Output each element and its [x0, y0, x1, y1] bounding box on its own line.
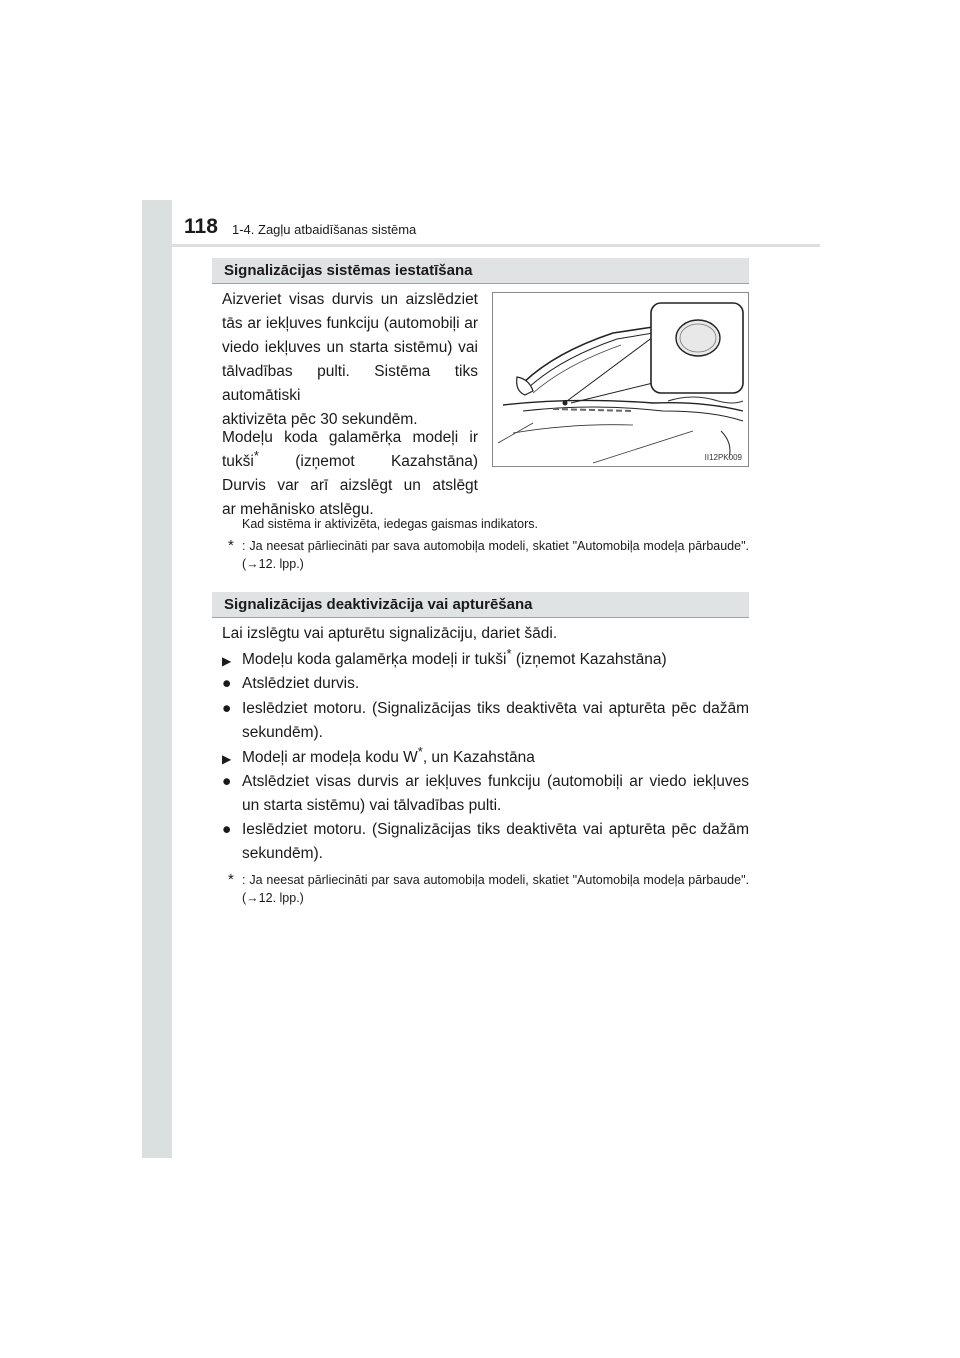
list-item: [222, 697, 749, 745]
list-item-text: Ieslēdziet motoru. (Signalizācijas tiks deaktivēta vai apturēta pēc dažām sekundēm).: [242, 700, 749, 741]
bullet-icon: ●: [222, 821, 232, 838]
list-item-text: Atslēdziet durvis.: [242, 675, 360, 692]
mechanical-key-paragraph: [222, 426, 478, 522]
list-item: [222, 770, 749, 818]
group-heading-1a: Modeļu koda galamērķa modeļi ir tukši: [242, 651, 507, 668]
group-heading-2a: Modeļi ar modeļa kodu W: [242, 749, 418, 766]
footnote-text: : Ja neesat pārliecināti par sava automobiļa modeli, skatiet "Automobiļa modeļa pārbaude". (→12. lpp.): [242, 539, 749, 571]
footnote-text: : Ja neesat pārliecināti par sava automobiļa modeli, skatiet "Automobiļa modeļa pārbaude". (→12. lpp.): [242, 873, 749, 905]
section-heading-setting: [212, 258, 749, 284]
footnote-2: [228, 871, 749, 907]
section-heading-text: Signalizācijas deaktivizācija vai apturēšana: [224, 596, 533, 613]
mech-line-4: ar mehānisko atslēgu.: [222, 501, 374, 518]
group-heading-2: [222, 743, 749, 770]
windshield-indicator-figure: [492, 292, 749, 467]
page-number: 118: [184, 215, 218, 238]
bullet-icon: ●: [222, 675, 232, 692]
mech-line-2b: (izņemot Kazahstāna): [295, 453, 478, 470]
mech-line-1: Modeļu koda galamērķa modeļi ir: [222, 429, 478, 446]
list-item: [222, 672, 749, 696]
indicator-note: Kad sistēma ir aktivizēta, iedegas gaismas indikators.: [242, 517, 538, 531]
section-heading-deactivation: [212, 592, 749, 618]
deactivation-intro: Lai izslēgtu vai apturētu signalizāciju, dariet šādi.: [222, 625, 558, 642]
list-item: [222, 818, 749, 866]
bullet-icon: ●: [222, 773, 232, 790]
setting-paragraph: [222, 288, 478, 432]
arrow-icon: ▶: [222, 654, 232, 668]
list-item-text: Atslēdziet visas durvis ar iekļuves funkciju (automobiļi ar viedo iekļuves un starta sistēmu) vai tālvadības pulti.: [242, 773, 749, 814]
arrow-icon: ▶: [222, 752, 232, 766]
mech-line-2: [222, 447, 478, 474]
group-heading-1b: (izņemot Kazahstāna): [511, 651, 667, 668]
footnote-asterisk: *: [228, 537, 234, 554]
bullet-icon: ●: [222, 700, 232, 717]
mech-line-3: Durvis var arī aizslēgt un atslēgt: [222, 477, 478, 494]
asterisk-mark: *: [417, 743, 423, 759]
chapter-title: 1-4. Zagļu atbaidīšanas sistēma: [232, 222, 417, 237]
figure-code: II12PK009: [704, 453, 742, 462]
footnote-1: [228, 537, 749, 573]
setting-paragraph-last: aktivizēta pēc 30 sekundēm.: [222, 411, 418, 428]
group-heading-1: [222, 645, 749, 672]
section-heading-text: Signalizācijas sistēmas iestatīšana: [224, 262, 473, 279]
asterisk-mark: *: [253, 447, 259, 463]
setting-paragraph-text: Aizveriet visas durvis un aizslēdziet tās ar iekļuves funkciju (automobiļi ar viedo iekļuves un starta sistēmu) vai tālvadības pulti. Sistēma tiks automātiski: [222, 291, 478, 404]
group-heading-2b: , un Kazahstāna: [422, 749, 535, 766]
side-tab: [142, 200, 172, 1158]
mech-line-2a: tukši: [222, 453, 254, 470]
list-item-text: Ieslēdziet motoru. (Signalizācijas tiks deaktivēta vai apturēta pēc dažām sekundēm).: [242, 821, 749, 862]
footnote-asterisk: *: [228, 871, 234, 888]
asterisk-mark: *: [506, 645, 512, 661]
header-rule: [172, 244, 820, 247]
windshield-illustration: [493, 293, 748, 466]
